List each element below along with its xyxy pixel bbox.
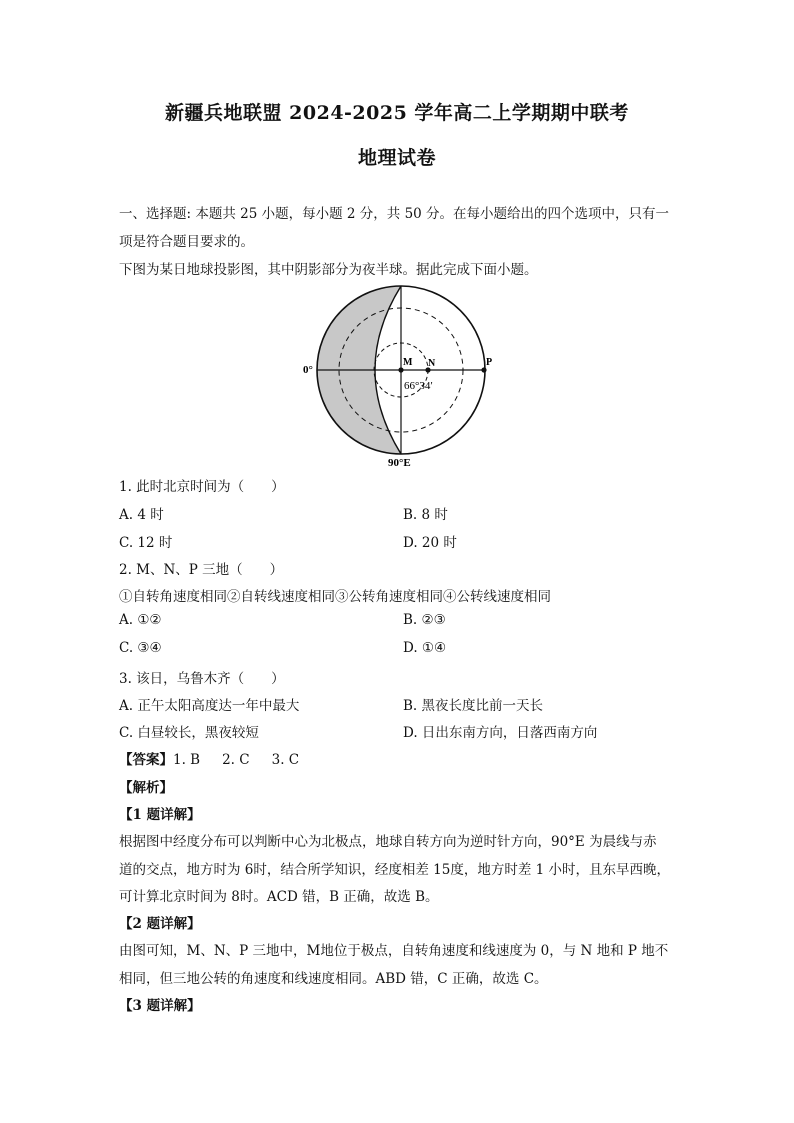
instruction-line1: 一、选择题: 本题共 25 小题，每小题 2 分，共 50 分。在每小题给出的四个选项中，只有一 — [119, 206, 670, 222]
q1-option-d: D. 20 时 — [403, 535, 457, 551]
label-0-degree: 0° — [303, 364, 313, 376]
q2-option-d: D. ①④ — [403, 640, 447, 656]
q3-option-c: C. 白昼较长，黑夜较短 — [119, 725, 259, 741]
figure-intro: 下图为某日地球投影图，其中阴影部分为夜半球。据此完成下面小题。 — [119, 262, 538, 278]
q1-detail-line3: 可计算北京时间为 8时。ACD 错，B 正确，故选 B。 — [119, 889, 439, 905]
q2-option-b: B. ②③ — [403, 612, 446, 628]
q3-option-d: D. 日出东南方向，日落西南方向 — [403, 725, 598, 741]
q1-detail-line1: 根据图中经度分布可以判断中心为北极点，地球自转方向为逆时针方向，90°E 为晨线与赤 — [119, 834, 657, 850]
q3-option-b: B. 黑夜长度比前一天长 — [403, 698, 544, 714]
label-latitude: 66°34′ — [404, 380, 433, 392]
instruction-line2: 项是符合题目要求的。 — [119, 234, 254, 250]
label-n: N — [428, 358, 436, 369]
answer-label: 【答案】 — [119, 752, 173, 768]
title-line2: 地理试卷 — [357, 147, 436, 169]
q1-stem: 1. 此时北京时间为（ ） — [119, 479, 285, 495]
point-m — [398, 367, 403, 372]
point-p — [481, 367, 486, 372]
q2-detail-line1: 由图可知，M、N、P 三地中，M地位于极点，自转角速度和线速度为 0，与 N 地和 P 地不 — [119, 943, 669, 959]
q1-option-b: B. 8 时 — [403, 507, 448, 523]
label-m: M — [403, 357, 413, 368]
q1-detail-line2: 道的交点，地方时为 6时，结合所学知识，经度相差 15度，地方时差 1 小时，且东早西晚， — [119, 862, 671, 878]
title-line1: 新疆兵地联盟 2024-2025 学年高二上学期期中联考 — [165, 102, 629, 124]
answer-2: 2. C — [222, 752, 250, 768]
answer-3: 3. C — [271, 752, 300, 768]
q2-option-a: A. ①② — [119, 612, 162, 628]
q3-stem: 3. 该日，乌鲁木齐（ ） — [119, 671, 285, 687]
label-p: P — [486, 357, 493, 368]
q3-option-a: A. 正午太阳高度达一年中最大 — [119, 698, 300, 714]
globe-figure — [296, 280, 506, 470]
q2-detail-heading: 【2 题详解】 — [119, 916, 201, 932]
label-90e: 90°E — [388, 457, 411, 469]
q2-stem: 2. M、N、P 三地（ ） — [119, 562, 284, 578]
q1-option-c: C. 12 时 — [119, 535, 173, 551]
answer-1: 1. B — [173, 752, 201, 768]
q1-detail-heading: 【1 题详解】 — [119, 807, 201, 823]
answer-line — [119, 748, 299, 768]
q2-option-c: C. ③④ — [119, 640, 162, 656]
q2-statements: ①自转角速度相同②自转线速度相同③公转角速度相同④公转线速度相同 — [119, 589, 551, 605]
analysis-label: 【解析】 — [119, 780, 173, 796]
q3-detail-heading: 【3 题详解】 — [119, 998, 201, 1014]
q1-option-a: A. 4 时 — [119, 507, 164, 523]
q2-detail-line2: 相同，但三地公转的角速度和线速度相同。ABD 错，C 正确，故选 C。 — [119, 971, 548, 987]
